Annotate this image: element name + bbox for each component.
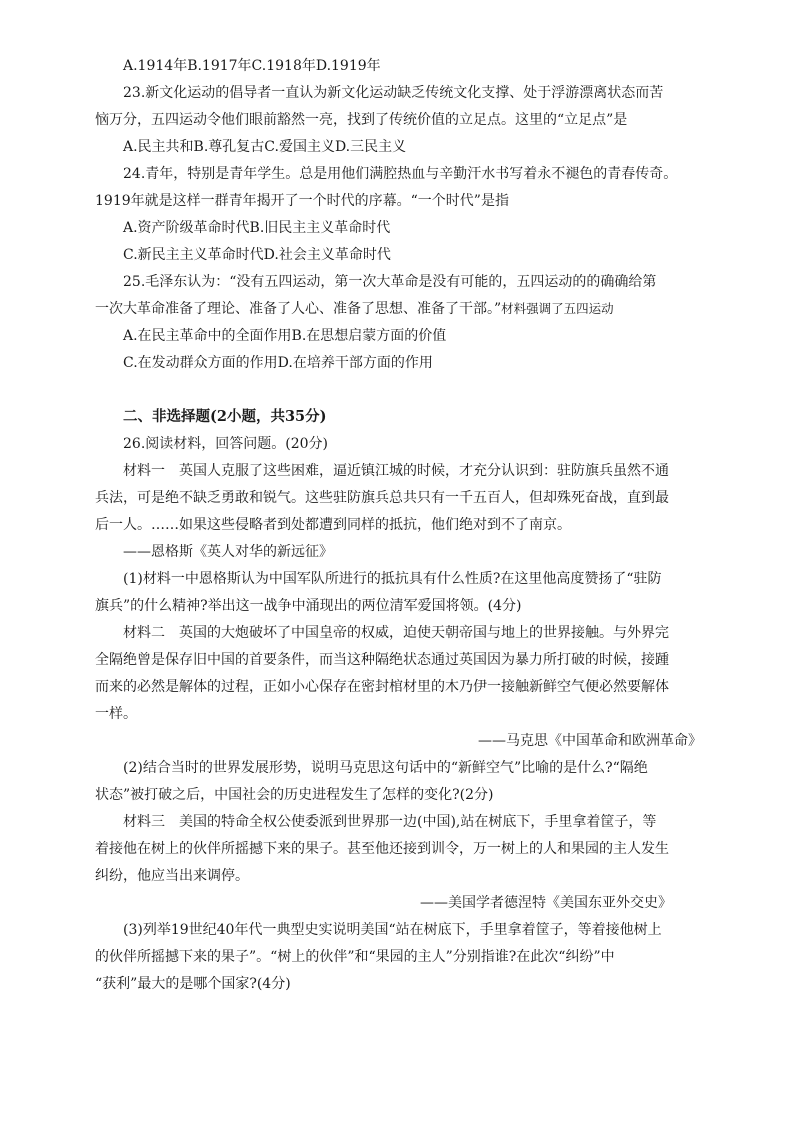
q26-instruction: 26.阅读材料，回答问题。(20分): [123, 436, 329, 452]
material2-line2: 全隔绝曾是保存旧中国的首要条件，而当这种隔绝状态通过英国因为暴力所打破的时候，接踵: [95, 652, 669, 668]
q23-options: A.民主共和B.尊孔复古C.爱国主义D.三民主义: [123, 139, 407, 155]
q25-options-line1: A.在民主革命中的全面作用B.在思想启蒙方面的价值: [123, 328, 447, 344]
material2-line1: 材料二 英国的大炮破坏了中国皇帝的权威，迫使天朝帝国与地上的世界接触。与外界完: [123, 625, 669, 641]
q24-stem-line1: 24.青年，特别是青年学生。总是用他们满腔热血与辛勤汗水书写着永不褪色的青春传奇。: [123, 166, 678, 182]
q24-options-line2: C.新民主主义革命时代D.社会主义革命时代: [123, 247, 391, 263]
q26-3-line2: 的伙伴所摇撼下来的果子”。“树上的伙伴”和“果园的主人”分别指谁?在此次“纠纷”中: [95, 949, 615, 965]
q23-stem-line1: 23.新文化运动的倡导者一直认为新文化运动缺乏传统文化支撑、处于浮游漂离状态而苦: [123, 85, 664, 101]
material1-line1: 材料一 英国人克服了这些困难，逼近镇江城的时候，才充分认识到：驻防旗兵虽然不通: [123, 463, 669, 479]
q24-options-line1: A.资产阶级革命时代B.旧民主主义革命时代: [123, 220, 391, 236]
material3-source: ——美国学者德涅特《美国东亚外交史》: [420, 895, 672, 911]
q24-stem-line2: 1919年就是这样一群青年揭开了一个时代的序幕。“一个时代”是指: [95, 193, 509, 209]
q25-options-line2: C.在发动群众方面的作用D.在培养干部方面的作用: [123, 355, 433, 371]
q22-options: A.1914年B.1917年C.1918年D.1919年: [123, 58, 381, 74]
q26-3-line3: “获利”最大的是哪个国家?(4分): [95, 976, 291, 992]
material2-line4: 一样。: [95, 706, 137, 722]
q26-2-line2: 状态”被打破之后，中国社会的历史进程发生了怎样的变化?(2分): [95, 787, 494, 803]
q26-3-line1: (3)列举19世纪40年代一典型史实说明美国“站在树底下，手里拿着筐子，等着接他树上: [123, 922, 662, 938]
material1-line2: 兵法，可是绝不缺乏勇敢和锐气。这些驻防旗兵总共只有一千五百人，但却殊死奋战，直到最: [95, 490, 669, 506]
q25-stem-line2: [95, 299, 614, 319]
material3-line2: 着接他在树上的伙伴所摇撼下来的果子。甚至他还接到训令，万一树上的人和果园的主人发生: [95, 841, 669, 857]
q26-2-line1: (2)结合当时的世界发展形势，说明马克思这句话中的“新鲜空气”比喻的是什么?“隔绝: [123, 760, 648, 776]
q25-prompt: 材料强调了五四运动: [501, 301, 614, 316]
q23-stem-line2: 恼万分，五四运动令他们眼前豁然一亮，找到了传统价值的立足点。这里的“立足点”是: [95, 112, 628, 128]
material1-source: ——恩格斯《英人对华的新远征》: [123, 544, 333, 560]
section-heading: 二、非选择题(2小题，共35分): [123, 408, 327, 425]
q25-stem-line1: 25.毛泽东认为：“没有五四运动，第一次大革命是没有可能的，五四运动的的确确给第: [123, 274, 657, 290]
q26-1-line2: 旗兵”的什么精神?举出这一战争中涌现出的两位清军爱国将领。(4分): [95, 598, 522, 614]
material2-source: ——马克思《中国革命和欧洲革命》: [478, 733, 702, 749]
material3-line1: 材料三 美国的特命全权公使委派到世界那一边(中国),站在树底下，手里拿着筐子，等: [123, 814, 657, 830]
q26-1-line1: (1)材料一中恩格斯认为中国军队所进行的抵抗具有什么性质?在这里他高度赞扬了“驻防: [123, 571, 662, 587]
material1-line3: 后一人。……如果这些侵略者到处都遭到同样的抵抗，他们绝对到不了南京。: [95, 517, 571, 533]
material2-line3: 而来的必然是解体的过程，正如小心保存在密封棺材里的木乃伊一接触新鲜空气便必然要解体: [95, 679, 669, 695]
q25-quote-end: 一次大革命准备了理论、准备了人心、准备了思想、准备了干部。”: [95, 301, 502, 317]
material3-line3: 纠纷，他应当出来调停。: [95, 868, 249, 884]
